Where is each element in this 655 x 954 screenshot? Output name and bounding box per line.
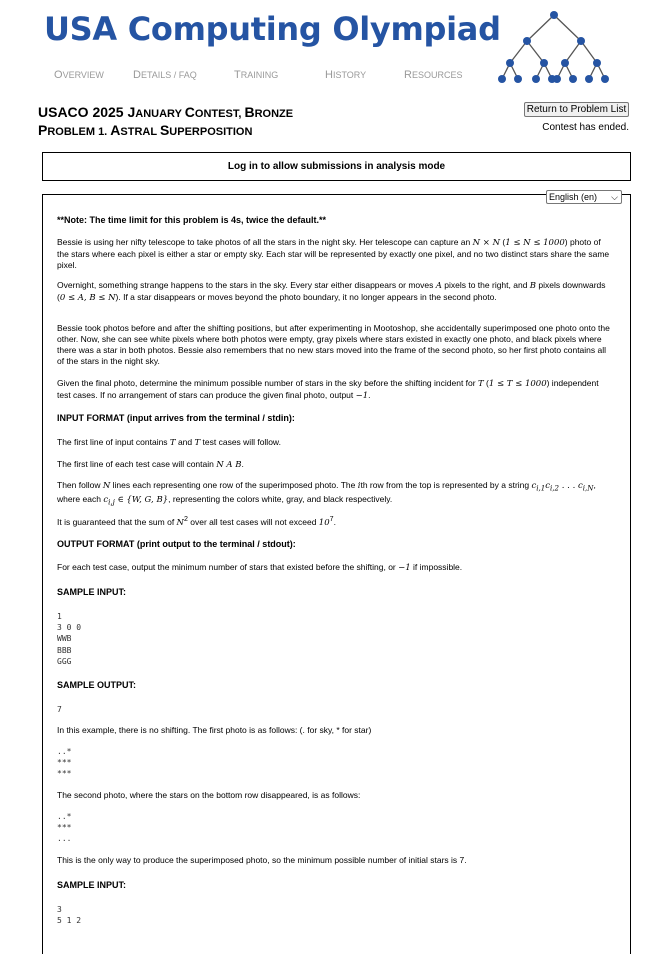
chevron-down-icon: ⌵ — [611, 192, 618, 202]
main-nav — [0, 69, 480, 83]
sample-output-heading: SAMPLE OUTPUT: — [57, 680, 137, 690]
statement-paragraph: Bessie took photos before and after the shifting positions, but after experimenting in Mootoshop, she accidentally superimposed one photo onto the other. Now, she can see white pixels where both photos were empty, gray pixels where stars existed in exactly one photo, and black pixels where there was a star in both photos. Bessie also remembers that no new stars moved into the frame of the second photo, so her first photo contains all of the stars in the night sky. — [57, 323, 610, 366]
photo-diagram: ..* *** ... — [57, 812, 72, 844]
statement-paragraph: Bessie is using her nifty telescope to take photos of all the stars in the night sky. Her telescope can capture an N × N (1 ≤ N ≤ 1000) photo of the stars where each pixel is either a star or empty sky. Each star will be represented by exactly one pixel, and no two distinct stars share the same pixel. — [57, 237, 610, 270]
input-format-heading: INPUT FORMAT (input arrives from the terminal / stdin): — [57, 413, 295, 423]
language-select[interactable]: English (en) ⌵ — [546, 190, 622, 204]
sample-input-heading: SAMPLE INPUT: — [57, 587, 127, 597]
sample-input-block: 3 5 1 2 — [57, 905, 82, 926]
statement-paragraph: Given the final photo, determine the minimum possible number of stars in the sky before the shifting incident for T (1 ≤ T ≤ 1000) independent test cases. If no arrangement of stars can produce the given final photo, output −1. — [57, 378, 599, 401]
sample-input-block: 1 3 0 0 WWB BBB GGG — [57, 612, 82, 666]
sample-input-heading: SAMPLE INPUT: — [57, 880, 127, 890]
input-format-paragraph: The first line of each test case will contain N A B. — [57, 459, 244, 470]
site-logo[interactable]: USA Computing Olympiad — [44, 10, 501, 48]
input-format-paragraph: Then follow N lines each representing one row of the superimposed photo. The ith row from the top is represented by a string $c_{i,1}c_{i,2}$ . . . $c_{i,N}$, where each $c_{i,j}$ ∈ {W, G, B}, representing the colors white, gray, and black respectively. — [57, 480, 596, 507]
sample-output-block: 7 — [57, 705, 62, 714]
statement-paragraph: Overnight, something strange happens to the stars in the sky. Every star either disappears or moves A pixels to the right, and B pixels downwards (0 ≤ A, B ≤ N). If a star disappears or moves beyond the photo boundary, it no longer appears in the second photo. — [57, 280, 606, 303]
contest-status: Contest has ended. — [542, 122, 629, 133]
page-title — [38, 104, 293, 140]
nav-resources[interactable]: RESOURCES — [404, 69, 463, 81]
contest-title: USACO 2025 JANUARY CONTEST, BRONZE — [38, 104, 294, 120]
input-format-paragraph: The first line of input contains T and T test cases will follow. — [57, 437, 281, 448]
time-limit-note: **Note: The time limit for this problem is 4s, twice the default.** — [57, 215, 327, 225]
binary-tree-logo-icon — [493, 5, 623, 87]
explanation-paragraph: This is the only way to produce the superimposed photo, so the minimum possible number of initial stars is 7. — [57, 855, 467, 865]
nav-details-faq[interactable]: DETAILS / FAQ — [133, 69, 197, 81]
nav-history[interactable]: HISTORY — [325, 69, 367, 81]
output-format-paragraph: For each test case, output the minimum number of stars that existed before the shifting, or −1 if impossible. — [57, 562, 463, 573]
nav-training[interactable]: TRAINING — [234, 69, 279, 81]
nav-overview[interactable]: OVERVIEW — [54, 69, 104, 81]
return-to-problem-list-button[interactable]: Return to Problem List — [524, 102, 629, 117]
output-format-heading: OUTPUT FORMAT (print output to the terminal / stdout): — [57, 539, 296, 549]
input-format-paragraph: It is guaranteed that the sum of $N^2$ over all test cases will not exceed $10^7$. — [57, 515, 336, 528]
login-notice: Log in to allow submissions in analysis mode — [42, 152, 631, 181]
photo-diagram: ..* *** *** — [57, 747, 72, 779]
site-header — [0, 0, 655, 100]
explanation-paragraph: In this example, there is no shifting. The first photo is as follows: (. for sky, * for star) — [57, 725, 372, 735]
problem-title: PROBLEM 1. ASTRAL SUPERPOSITION — [38, 122, 253, 138]
problem-statement-panel — [42, 194, 631, 954]
explanation-paragraph: The second photo, where the stars on the bottom row disappeared, is as follows: — [57, 790, 361, 800]
